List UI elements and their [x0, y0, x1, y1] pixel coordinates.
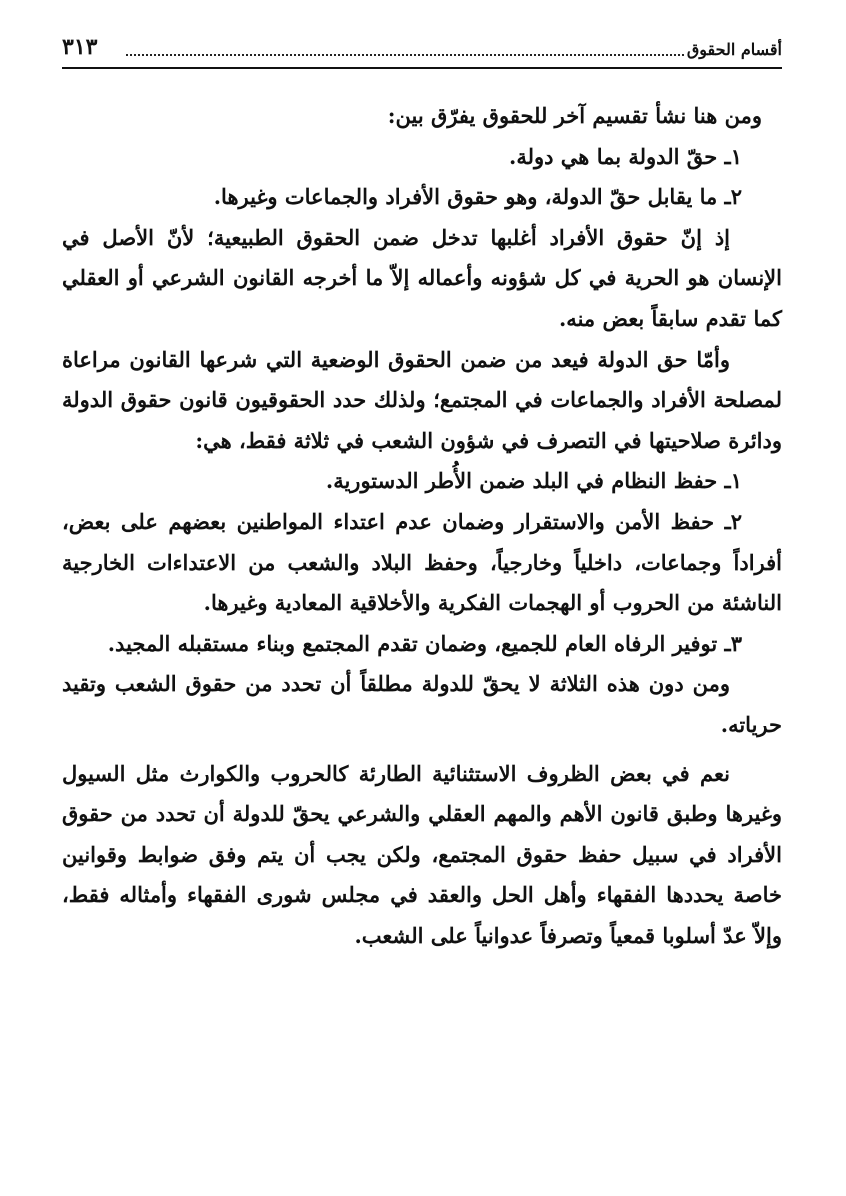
list-item-security: ٢ـ حفظ الأمن والاستقرار وضمان عدم اعتداء المواطنين بعضهم على بعض، أفراداً وجماعات، داخلياً وخارجياً، وحفظ البلاد والشعب من الاعتداءات الخارجية الناشئة من الحروب أو الهجمات الفكرية والأخلاقية المعادية وغيرها. — [62, 508, 782, 616]
paragraph-exceptions: نعم في بعض الظروف الاستثنائية الطارئة كالحروب والكوارث مثل السيول وغيرها وطبق قانون الأهم والمهم العقلي والشرعي يحقّ للدولة أن تحدد من حقوق الأفراد في سبيل حفظ حقوق المجتمع، ولكن يجب أن يتم وفق ضوابط وقوانين خاصة يحددها الفقهاء وأهل الحل والعقد في مجلس شورى الفقهاء وأمثاله فقط، وإلاّ عدّ أسلوبا قمعياً وتصرفاً عدوانياً على الشعب. — [62, 760, 782, 948]
running-header — [62, 32, 782, 66]
chapter-title: أقسام الحقوق — [686, 40, 782, 59]
list-item-individual-rights: ٢ـ ما يقابل حقّ الدولة، وهو حقوق الأفراد والجماعات وغيرها. — [213, 184, 742, 210]
paragraph-limits: ومن دون هذه الثلاثة لا يحقّ للدولة مطلقاً أن تحدد من حقوق الشعب وتقيد حرياته. — [62, 671, 782, 737]
header-rule — [62, 67, 782, 69]
header-leader-dots — [126, 38, 684, 56]
list-item-order: ١ـ حفظ النظام في البلد ضمن الأُطر الدستورية. — [325, 468, 742, 494]
list-item-state-right: ١ـ حقّ الدولة بما هي دولة. — [509, 143, 742, 169]
paragraph-state-rights: وأمّا حق الدولة فيعد من ضمن الحقوق الوضعية التي شرعها القانون مراعاة لمصلحة الأفراد والجماعات في المجتمع؛ ولذلك حدد الحقوقيون قانون حقوق الدولة ودائرة صلاحيتها في التصرف في شؤون الشعب في ثلاثة فقط، هي: — [62, 346, 782, 453]
paragraph-natural-rights: إذ إنّ حقوق الأفراد أغلبها تدخل ضمن الحقوق الطبيعية؛ لأنّ الأصل في الإنسان هو الحرية في كل شؤونه وأعماله إلاّ ما أخرجه القانون الشرعي أو العقلي كما تقدم سابقاً بعض منه. — [62, 224, 782, 331]
body-text — [62, 96, 782, 956]
page-number: ٣١٣ — [62, 34, 98, 60]
list-item-welfare: ٣ـ توفير الرفاه العام للجميع، وضمان تقدم المجتمع وبناء مستقبله المجيد. — [107, 630, 742, 656]
paragraph-intro: ومن هنا نشأ تقسيم آخر للحقوق يفرّق بين: — [387, 103, 762, 128]
